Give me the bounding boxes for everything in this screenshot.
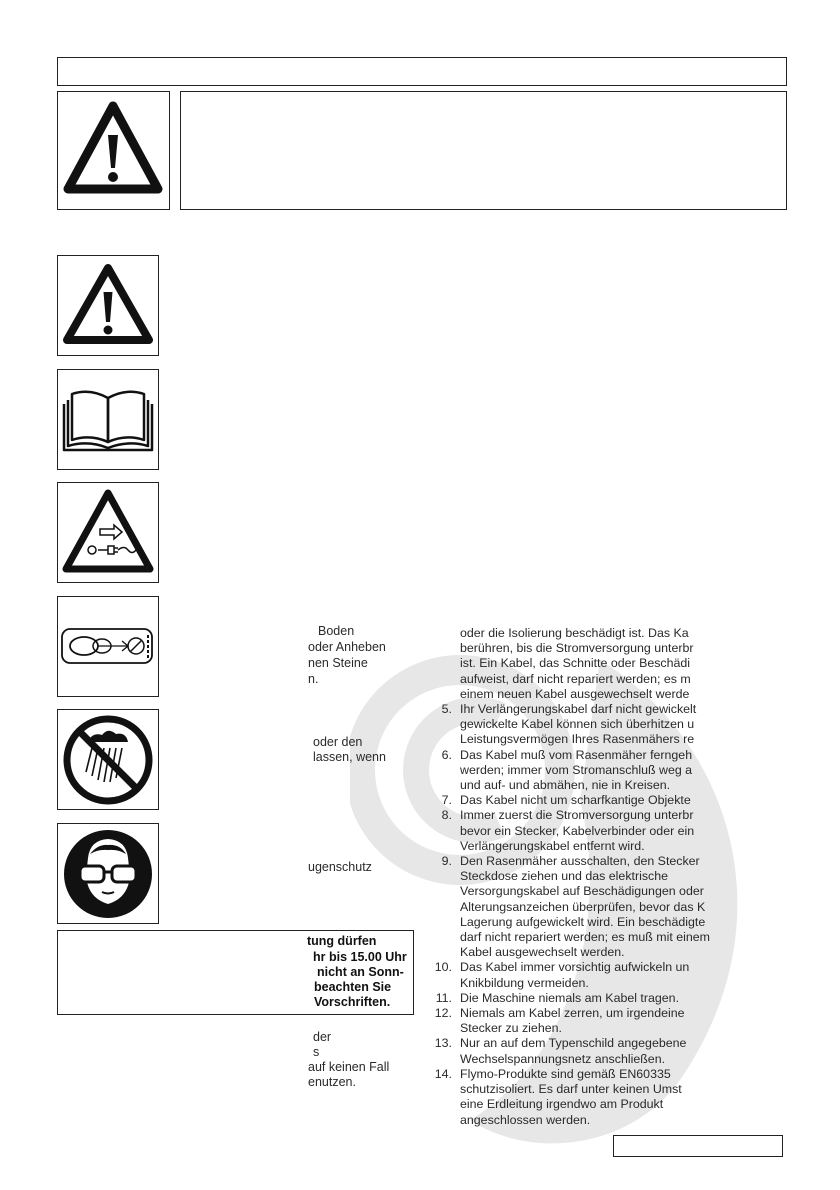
boden-text-4: n.: [308, 672, 319, 686]
rule-text: Knikbildung vermeiden.: [460, 975, 589, 990]
rule-line: [430, 1113, 710, 1128]
rule-text: berühren, bis die Stromversorgung unterbr: [460, 641, 694, 656]
rule-number: 12.: [434, 1006, 452, 1021]
rule-text: Den Rasenmäher ausschalten, den Stecker: [460, 854, 700, 869]
rule-line: [430, 702, 710, 717]
rule-line: [430, 1082, 710, 1097]
header-warning-text-box: [180, 91, 787, 210]
rule-line: [430, 976, 710, 991]
rule-text: eine Erdleitung irgendwo am Produkt: [460, 1097, 664, 1112]
rule-number: 6.: [441, 747, 452, 762]
warning-triangle-icon: [58, 256, 158, 355]
rule-line: [430, 641, 710, 656]
notice-text-3: nicht an Sonn-: [317, 965, 404, 979]
rule-text: Das Kabel nicht um scharfkantige Objekte: [460, 793, 691, 808]
rule-text: Niemals am Kabel zerren, um irgendeine: [460, 1006, 685, 1021]
boden-text-1: Boden: [318, 624, 355, 638]
rule-line: [430, 960, 710, 975]
rule-line: [430, 869, 710, 884]
eye-text-1: ugenschutz: [308, 860, 372, 874]
no-rain-icon: [58, 710, 158, 809]
rule-number: 10.: [434, 960, 452, 975]
rule-text: Das Kabel immer vorsichtig aufwickeln un: [460, 960, 690, 975]
rule-number: 11.: [435, 990, 452, 1005]
rule-text: werden; immer vom Stromanschluß weg a: [460, 762, 693, 777]
rule-number: 9.: [441, 854, 452, 869]
rule-number: 8.: [441, 808, 452, 823]
rule-line: [430, 854, 710, 869]
safety-rules-list: [430, 626, 710, 1128]
rule-text: Leistungsvermögen Ihres Rasenmähers re: [460, 732, 695, 747]
rule-text: Immer zuerst die Stromversorgung unterbr: [460, 808, 694, 823]
notice-text-5: Vorschriften.: [314, 995, 391, 1009]
rule-line: [430, 900, 710, 915]
rule-line: [430, 1006, 710, 1021]
rule-number: 13.: [434, 1036, 452, 1051]
rule-text: Nur an auf dem Typenschild angegebene: [460, 1036, 687, 1051]
unplug-warning-icon: [58, 483, 158, 582]
warning-triangle-icon: [58, 92, 169, 209]
rule-line: [430, 1036, 710, 1051]
rule-line: [430, 778, 710, 793]
rule-text: ist. Ein Kabel, das Schnitte oder Beschädi: [460, 656, 691, 671]
rule-text: aufweist, darf nicht repariert werden; es m: [460, 671, 691, 686]
icon-box-eye-protection: [57, 823, 159, 924]
bottom-text-3: auf keinen Fall: [308, 1060, 390, 1074]
icon-box-manual: [57, 369, 159, 470]
keep-bystanders-away-icon: [58, 597, 158, 696]
rule-text: Die Maschine niemals am Kabel tragen.: [460, 990, 680, 1005]
rule-line: [430, 839, 710, 854]
rule-line: [430, 824, 710, 839]
rule-text: oder die Isolierung beschädigt ist. Das Ka: [460, 626, 689, 640]
boden-text-2: oder Anheben: [308, 640, 386, 654]
rule-line: [430, 717, 710, 732]
rule-line: [430, 672, 710, 687]
rule-line: [430, 687, 710, 702]
rule-text: Lagerung aufgewickelt wird. Ein beschädigte: [460, 914, 706, 929]
rule-line: [430, 930, 710, 945]
bottom-text-2: s: [313, 1045, 320, 1059]
icon-box-unplug: [57, 482, 159, 583]
rule-text: Kabel ausgewechselt werden.: [460, 945, 625, 960]
rule-line: [430, 763, 710, 778]
rule-line: [430, 808, 710, 823]
rain-text-2: lassen, wenn: [313, 750, 386, 764]
icon-box-warning: [57, 255, 159, 356]
rain-text-1: oder den: [313, 735, 363, 749]
rule-line: [430, 656, 710, 671]
rule-line: [430, 991, 710, 1006]
rule-text: gewickelte Kabel können sich überhitzen u: [460, 717, 695, 732]
rule-line: [430, 748, 710, 763]
notice-text-4: beachten Sie: [314, 980, 392, 994]
rule-number: 14.: [434, 1066, 452, 1081]
rule-line: [430, 915, 710, 930]
rule-text: Ihr Verlängerungskabel darf nicht gewickelt: [460, 702, 697, 717]
rule-text: angeschlossen werden.: [460, 1112, 591, 1127]
rule-line: [430, 1052, 710, 1067]
bottom-text-4: enutzen.: [308, 1075, 356, 1089]
rule-text: darf nicht repariert werden; es muß mit einem: [460, 930, 710, 945]
header-title-bar: [57, 57, 787, 86]
rule-line: [430, 884, 710, 899]
rule-text: schutzisoliert. Es darf unter keinen Umst: [460, 1082, 682, 1097]
boden-text-3: nen Steine: [308, 656, 368, 670]
rule-text: Flymo-Produkte sind gemäß EN60335: [460, 1066, 671, 1081]
footer-page-box: [613, 1135, 783, 1157]
rule-number: 7.: [441, 793, 452, 808]
rule-line: [430, 1097, 710, 1112]
rule-line: [430, 732, 710, 747]
rule-text: Alterungsanzeichen überprüfen, bevor das K: [460, 899, 706, 914]
header-warning-box: [57, 91, 170, 210]
eye-protection-icon: [58, 824, 158, 923]
rule-text: Steckdose ziehen und das elektrische: [460, 869, 669, 884]
rule-text: Verlängerungskabel entfernt wird.: [460, 838, 645, 853]
icon-box-no-rain: [57, 709, 159, 810]
rule-line: [430, 793, 710, 808]
bottom-text-1: der: [313, 1030, 332, 1044]
rule-text: einem neuen Kabel ausgewechselt werde: [460, 686, 690, 701]
rule-number: 5.: [441, 702, 452, 717]
rule-text: Wechselspannungsnetz anschließen.: [460, 1051, 666, 1066]
rule-text: Versorgungskabel auf Beschädigungen oder: [460, 884, 704, 899]
rule-text: bevor ein Stecker, Kabelverbinder oder ein: [460, 823, 695, 838]
open-book-icon: [58, 370, 158, 469]
rule-line: [430, 1021, 710, 1036]
notice-text-2: hr bis 15.00 Uhr: [313, 950, 407, 964]
rule-line: [430, 1067, 710, 1082]
rule-text: Das Kabel muß vom Rasenmäher ferngeh: [460, 747, 693, 762]
rule-text: Stecker zu ziehen.: [460, 1021, 562, 1036]
notice-text-1: tung dürfen: [307, 934, 377, 948]
icon-box-bystanders: [57, 596, 159, 697]
rule-text: und auf- und abmähen, nie in Kreisen.: [460, 778, 671, 793]
rule-line: [430, 945, 710, 960]
rule-line: [430, 626, 710, 641]
